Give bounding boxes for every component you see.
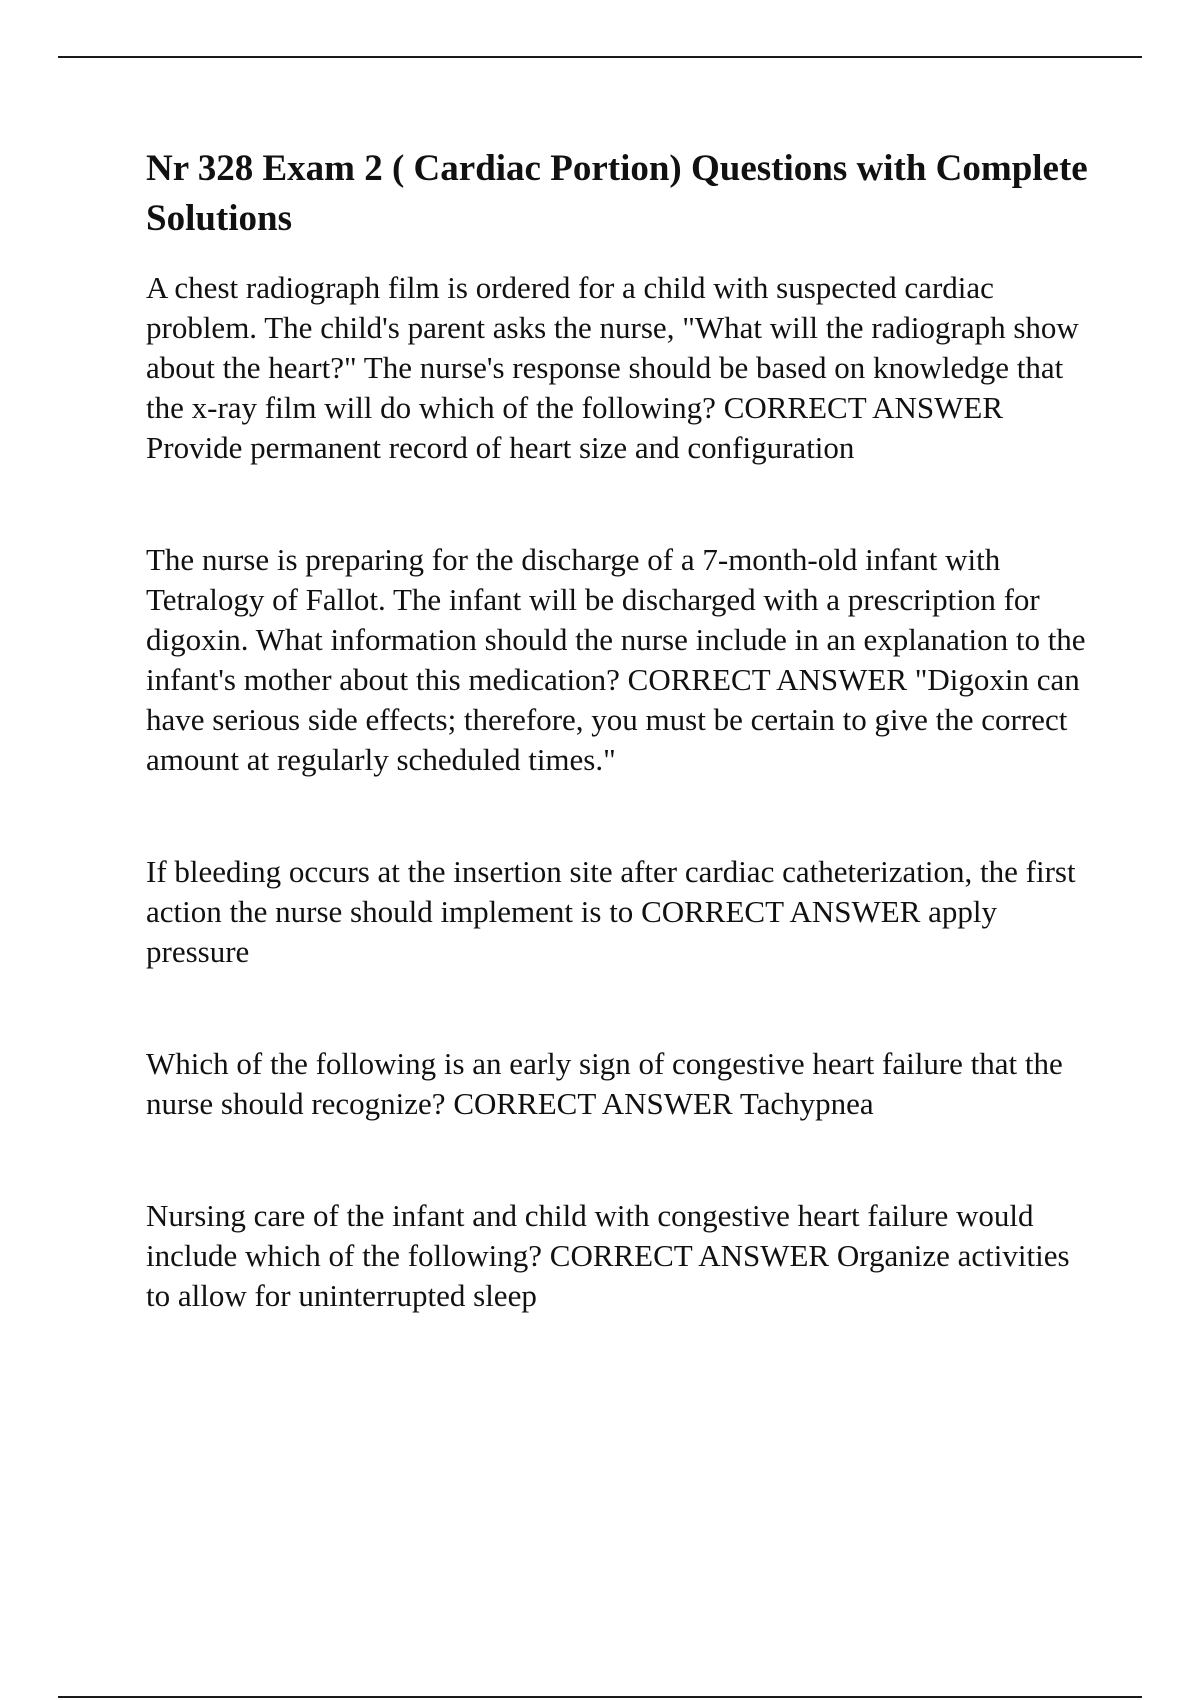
document-title: Nr 328 Exam 2 ( Cardiac Portion) Questions with Complete Solutions <box>146 148 1088 239</box>
answer-marker: CORRECT ANSWER <box>453 1086 733 1121</box>
qa-list <box>146 268 1096 1316</box>
bottom-divider <box>58 1696 1142 1698</box>
qa-item <box>146 1044 1096 1124</box>
qa-item <box>146 1196 1096 1316</box>
question-text: Which of the following is an early sign of congestive heart failure that the nurse should recognize? <box>146 1046 1063 1121</box>
qa-item <box>146 540 1096 780</box>
question-text: A chest radiograph film is ordered for a child with suspected cardiac problem. The child's parent asks the nurse, "What will the radiograph show about the heart?" The nurse's response should be based on knowledge that the x-ray film will do which of the following? <box>146 270 1079 425</box>
qa-item <box>146 268 1096 468</box>
question-text: Nursing care of the infant and child with congestive heart failure would include which of the following? <box>146 1198 1034 1273</box>
document-body <box>146 144 1096 1388</box>
answer-text: "Digoxin can have serious side effects; therefore, you must be certain to give the correct amount at regularly scheduled times." <box>146 662 1080 777</box>
answer-marker: CORRECT ANSWER <box>549 1238 830 1273</box>
question-text: The nurse is preparing for the discharge of a 7-month-old infant with Tetralogy of Fallot. The infant will be discharged with a prescription for digoxin. What information should the nurse include in an explanation to the infant's mother about this medication? <box>146 542 1086 697</box>
answer-marker: CORRECT ANSWER <box>641 894 921 929</box>
answer-text: Tachypnea <box>739 1086 874 1121</box>
answer-text: apply pressure <box>146 894 998 969</box>
top-divider <box>58 56 1142 58</box>
question-text: If bleeding occurs at the insertion site after cardiac catheterization, the first action the nurse should implement is to <box>146 854 1076 929</box>
answer-marker: CORRECT ANSWER <box>627 662 908 697</box>
answer-marker: CORRECT ANSWER <box>723 390 1004 425</box>
answer-text: Organize activities to allow for uninterrupted sleep <box>146 1238 1070 1313</box>
answer-text: Provide permanent record of heart size and configuration <box>146 430 855 465</box>
qa-item <box>146 852 1096 972</box>
